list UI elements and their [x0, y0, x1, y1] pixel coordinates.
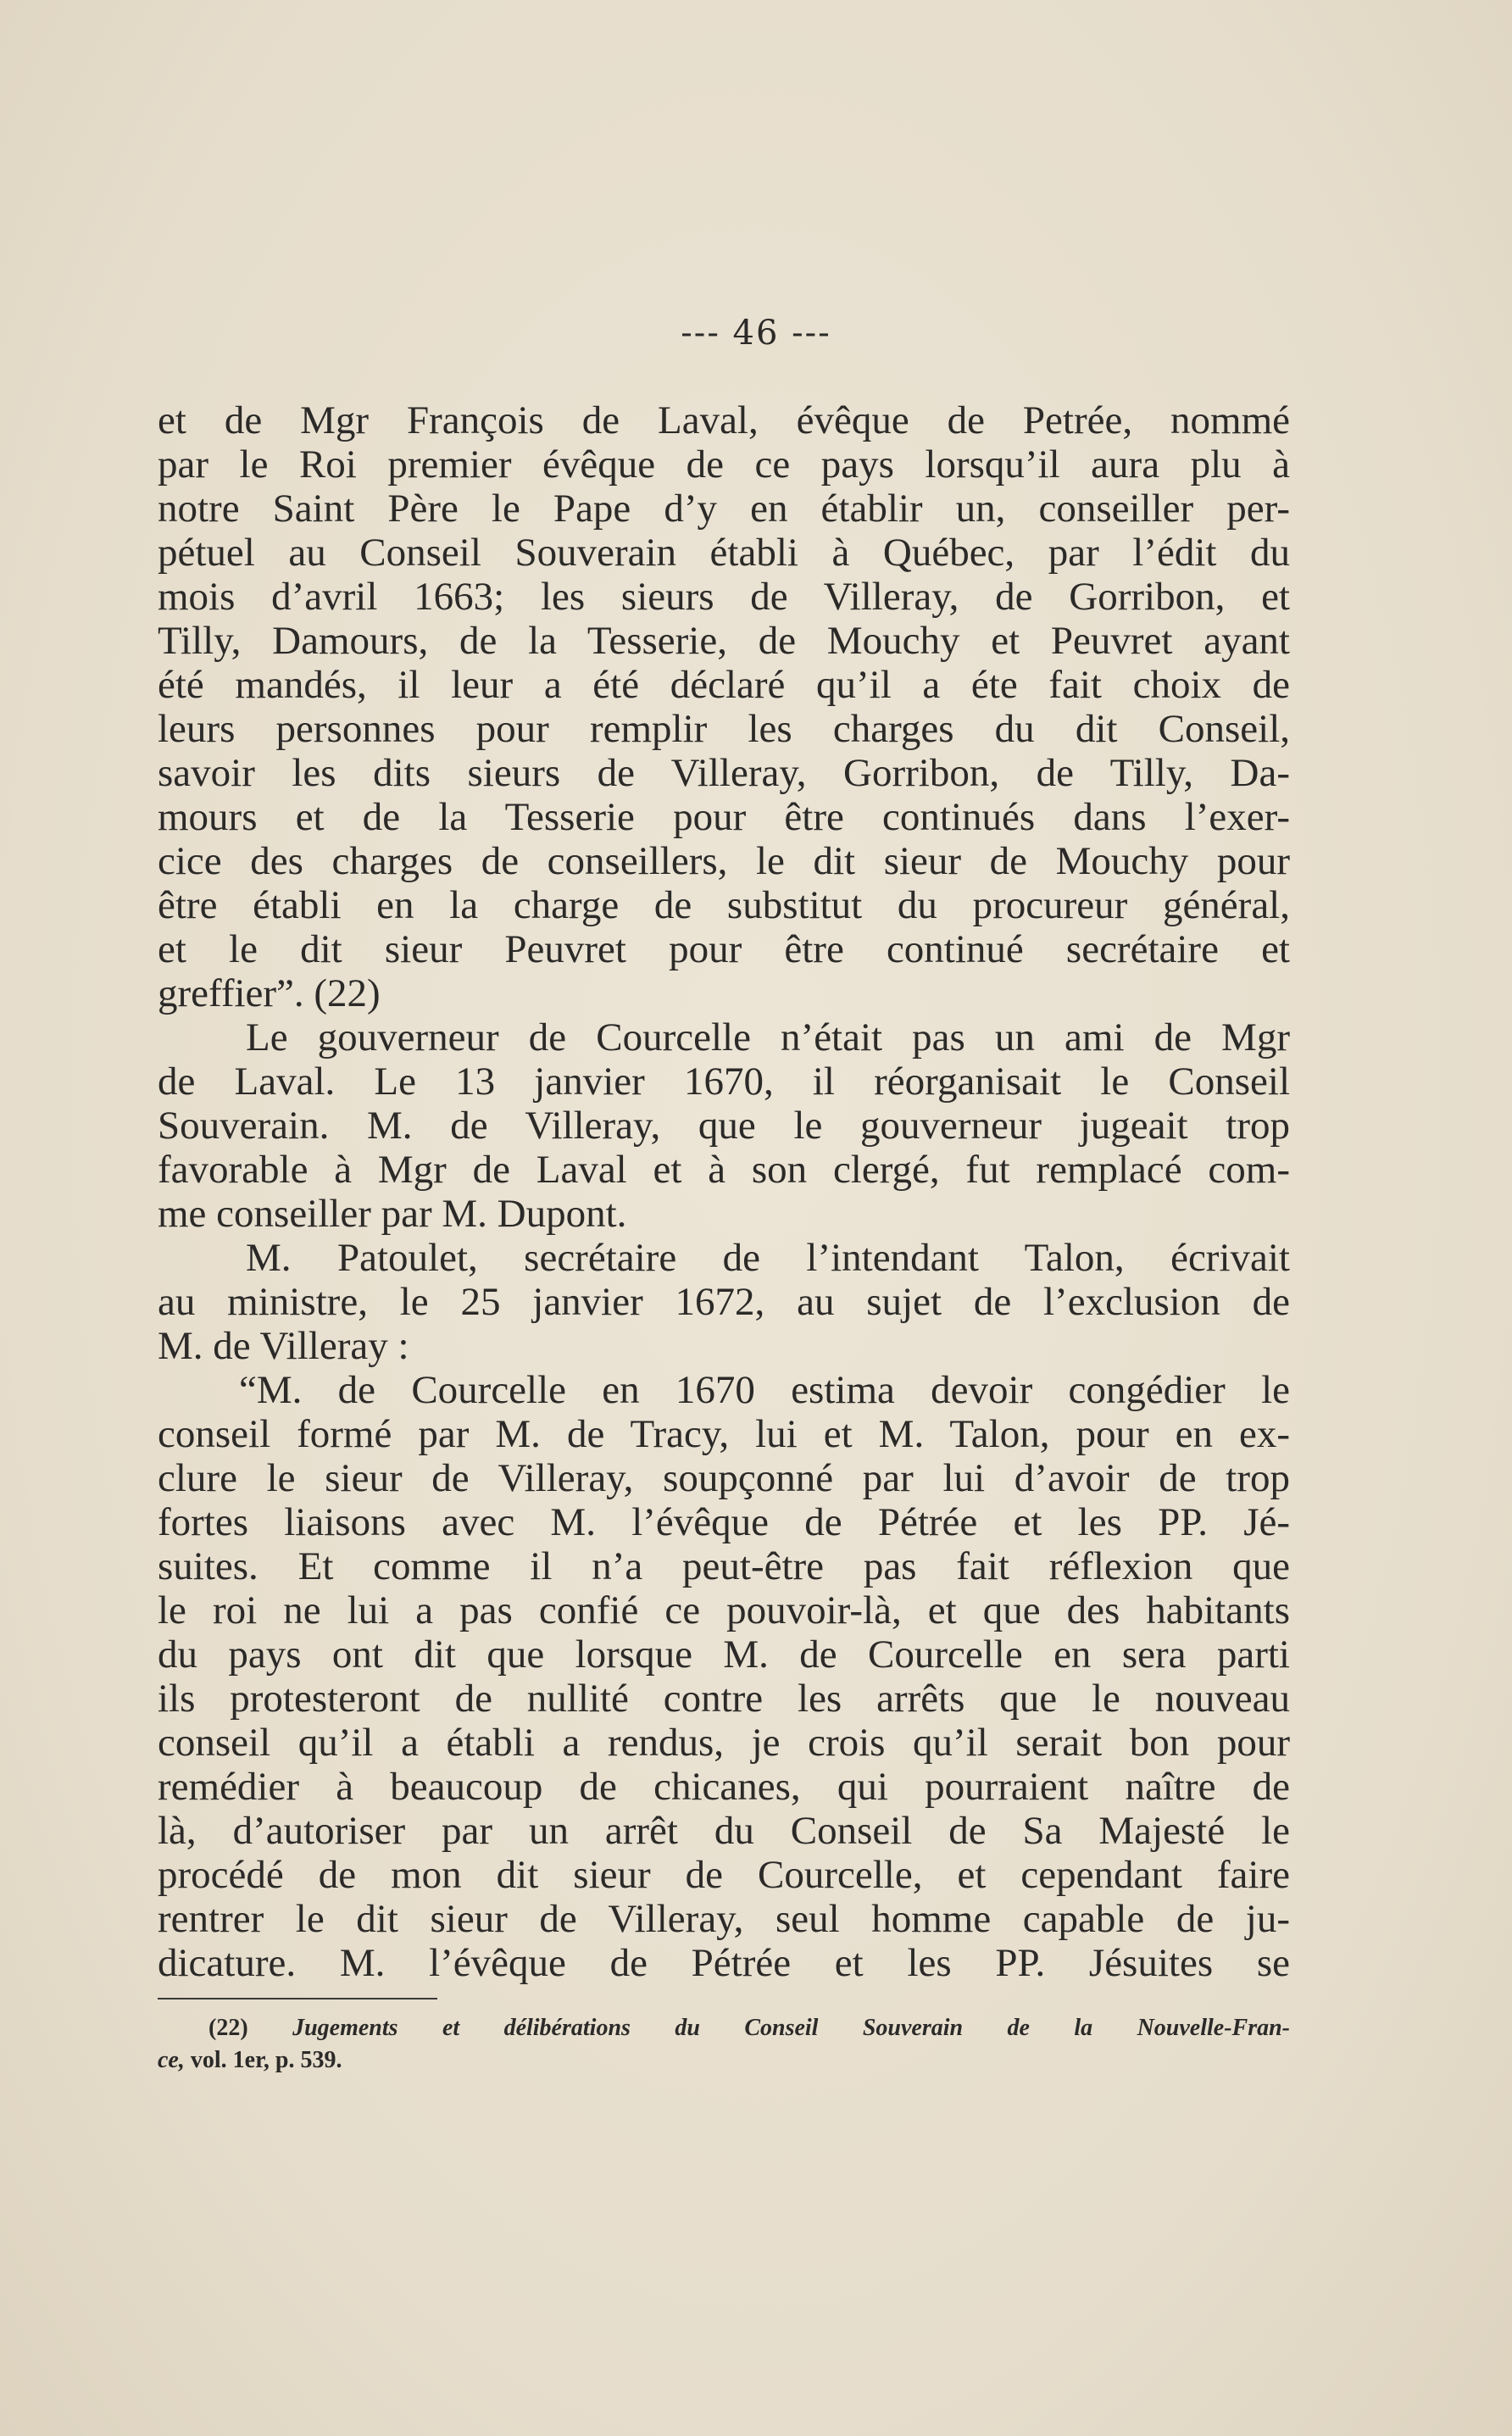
text-line: là, d’autoriser par un arrêt du Conseil de Sa Majesté le — [158, 1809, 1290, 1853]
text-line: du pays ont dit que lorsque M. de Courcelle en sera parti — [158, 1632, 1290, 1677]
text-line: pétuel au Conseil Souverain établi à Québec, par l’édit du — [158, 531, 1290, 575]
footnote-line — [158, 2012, 1290, 2044]
text-line: clure le sieur de Villeray, soupçonné par lui d’avoir de trop — [158, 1456, 1290, 1500]
text-line: de Laval. Le 13 janvier 1670, il réorganisait le Conseil — [158, 1059, 1290, 1104]
text-line: Tilly, Damours, de la Tesserie, de Mouchy et Peuvret ayant — [158, 619, 1290, 663]
text-line: conseil formé par M. de Tracy, lui et M. Talon, pour en ex- — [158, 1412, 1290, 1456]
text-line: greffier”. (22) — [158, 971, 381, 1015]
text-line: conseil qu’il a établi a rendus, je crois qu’il serait bon pour — [158, 1721, 1290, 1765]
text-line: cice des charges de conseillers, le dit sieur de Mouchy pour — [158, 839, 1290, 883]
body-text — [158, 398, 1290, 1985]
text-line: remédier à beaucoup de chicanes, qui pourraient naître de — [158, 1765, 1290, 1809]
text-line: mois d’avril 1663; les sieurs de Villeray, de Gorribon, et — [158, 575, 1290, 619]
text-line: Le gouverneur de Courcelle n’était pas un ami de Mgr — [246, 1015, 1290, 1059]
text-line: savoir les dits sieurs de Villeray, Gorribon, de Tilly, Da- — [158, 751, 1290, 795]
text-line: favorable à Mgr de Laval et à son clergé, fut remplacé com- — [158, 1148, 1290, 1192]
text-line: fortes liaisons avec M. l’évêque de Pétrée et les PP. Jé- — [158, 1500, 1290, 1544]
text-line: notre Saint Père le Pape d’y en établir un, conseiller per- — [158, 487, 1290, 531]
text-line: “M. de Courcelle en 1670 estima devoir congédier le — [239, 1368, 1290, 1412]
text-line: dicature. M. l’évêque de Pétrée et les PP. Jésuites se — [158, 1941, 1290, 1985]
text-line: leurs personnes pour remplir les charges du dit Conseil, — [158, 707, 1290, 751]
text-line: Souverain. M. de Villeray, que le gouverneur jugeait trop — [158, 1104, 1290, 1148]
text-line: été mandés, il leur a été déclaré qu’il a éte fait choix de — [158, 663, 1290, 707]
footnote-source-title-cont: ce, — [158, 2047, 185, 2073]
text-line: au ministre, le 25 janvier 1672, au sujet de l’exclusion de — [158, 1280, 1290, 1324]
text-line: être établi en la charge de substitut du procureur général, — [158, 883, 1290, 927]
text-line: M. Patoulet, secrétaire de l’intendant Talon, écrivait — [246, 1236, 1290, 1280]
footnote-divider — [158, 1998, 437, 1999]
footnote — [158, 2012, 1290, 2077]
text-line: suites. Et comme il n’a peut-être pas fait réflexion que — [158, 1544, 1290, 1588]
text-line: M. de Villeray : — [158, 1324, 409, 1368]
footnote-reference: vol. 1er, p. 539. — [184, 2047, 342, 2073]
text-line: mours et de la Tesserie pour être continués dans l’exer- — [158, 795, 1290, 839]
text-line: et de Mgr François de Laval, évêque de Petrée, nommé — [158, 398, 1290, 442]
footnote-source-title: Jugements et délibérations du Conseil Souverain de la Nouvelle-Fran- — [292, 2015, 1290, 2041]
text-line: et le dit sieur Peuvret pour être continué secrétaire et — [158, 927, 1290, 971]
page-number: --- 46 --- — [681, 314, 831, 353]
text-line: rentrer le dit sieur de Villeray, seul homme capable de ju- — [158, 1897, 1290, 1941]
text-line: me conseiller par M. Dupont. — [158, 1192, 627, 1236]
text-line: le roi ne lui a pas confié ce pouvoir-là, et que des habitants — [158, 1588, 1290, 1632]
footnote-line — [158, 2044, 1290, 2077]
footnote-number: (22) — [208, 2015, 248, 2041]
text-line: ils protesteront de nullité contre les arrêts que le nouveau — [158, 1677, 1290, 1721]
text-line: procédé de mon dit sieur de Courcelle, et cependant faire — [158, 1853, 1290, 1897]
text-line: par le Roi premier évêque de ce pays lorsqu’il aura plu à — [158, 442, 1290, 487]
